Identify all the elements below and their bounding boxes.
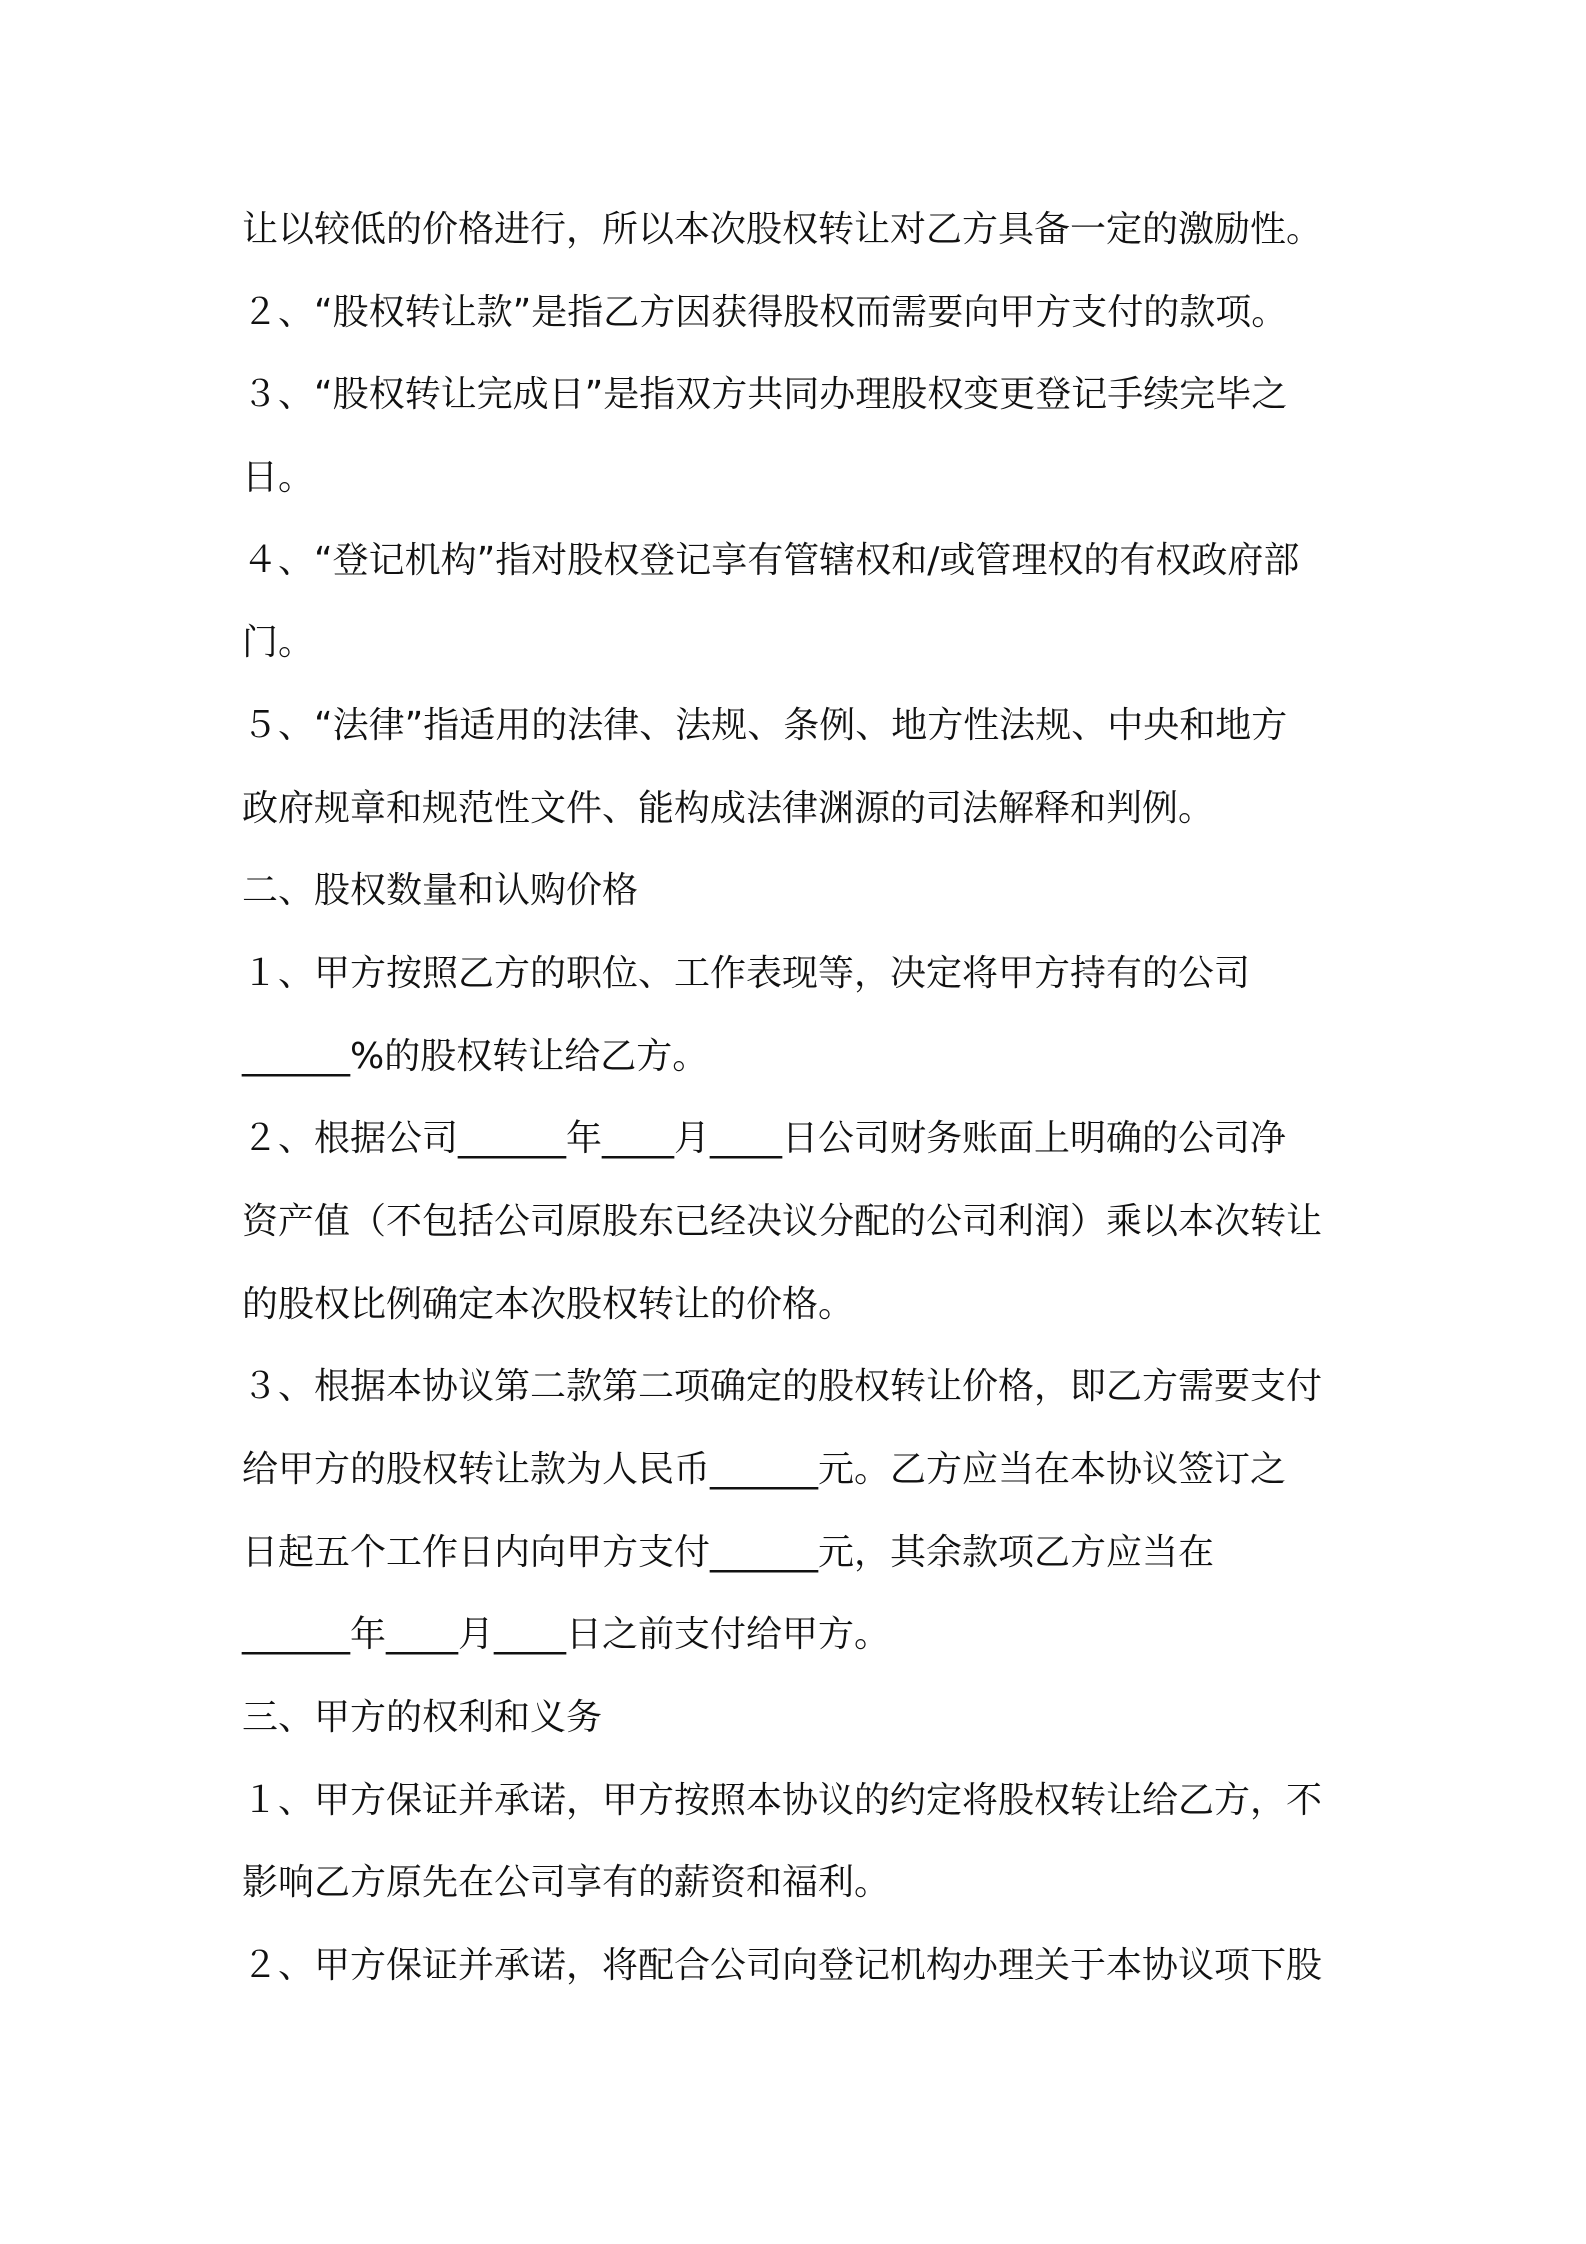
text-line: ５、“法律”指适用的法律、法规、条例、地方性法规、中央和地方 [242, 705, 1288, 746]
text-line: 门。 [242, 622, 315, 663]
text-line: ２、“股权转让款”是指乙方因获得股权而需要向甲方支付的款项。 [242, 292, 1288, 333]
text-line: ______年____月____日之前支付给甲方。 [242, 1614, 891, 1655]
text-line: ______%的股权转让给乙方。 [242, 1036, 709, 1077]
text-line: 让以较低的价格进行，所以本次股权转让对乙方具备一定的激励性。 [242, 209, 1323, 250]
text-line: ２、甲方保证并承诺，将配合公司向登记机构办理关于本协议项下股 [242, 1945, 1323, 1986]
text-line: 给甲方的股权转让款为人民币______元。乙方应当在本协议签订之 [242, 1449, 1287, 1490]
text-line: １、甲方保证并承诺，甲方按照本协议的约定将股权转让给乙方，不 [242, 1780, 1323, 1821]
text-line: １、甲方按照乙方的职位、工作表现等，决定将甲方持有的公司 [242, 953, 1251, 994]
text-line: ４、“登记机构”指对股权登记享有管辖权和/或管理权的有权政府部 [242, 540, 1300, 581]
section-heading: 二、股权数量和认购价格 [242, 870, 639, 911]
text-line: 影响乙方原先在公司享有的薪资和福利。 [242, 1862, 891, 1903]
text-line: 资产值（不包括公司原股东已经决议分配的公司利润）乘以本次转让 [242, 1201, 1323, 1242]
section-heading: 三、甲方的权利和义务 [242, 1697, 603, 1738]
text-line: 的股权比例确定本次股权转让的价格。 [242, 1284, 855, 1325]
text-line: 日。 [242, 457, 315, 498]
text-line: 政府规章和规范性文件、能构成法律渊源的司法解释和判例。 [242, 788, 1215, 829]
text-line: 日起五个工作日内向甲方支付______元，其余款项乙方应当在 [242, 1532, 1215, 1573]
text-line: ３、根据本协议第二款第二项确定的股权转让价格，即乙方需要支付 [242, 1366, 1323, 1407]
text-line: ３、“股权转让完成日”是指双方共同办理股权变更登记手续完毕之 [242, 374, 1288, 415]
text-line: ２、根据公司______年____月____日公司财务账面上明确的公司净 [242, 1118, 1287, 1159]
